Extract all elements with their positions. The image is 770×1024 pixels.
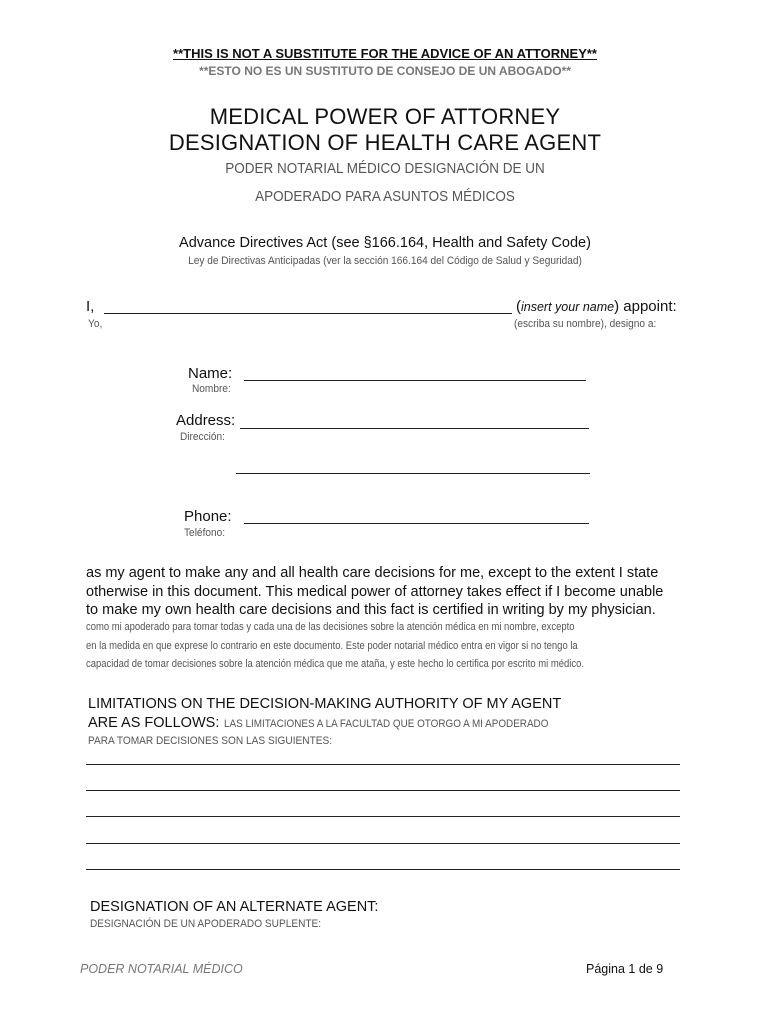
agent-paragraph-en-line: as my agent to make any and all health care decisions for me, except to the extent I state bbox=[86, 565, 659, 581]
limitations-line-2[interactable] bbox=[86, 790, 680, 791]
agent-paragraph-es-line: capacidad de tomar decisiones sobre la atención médica que me ataña, y este hecho lo certifica por escrito mi médico. bbox=[86, 658, 584, 670]
address-label: Address: bbox=[176, 412, 236, 429]
insert-name-hint: insert your name bbox=[521, 300, 615, 314]
yo-label: Yo, bbox=[88, 318, 103, 330]
agent-paragraph-en bbox=[86, 564, 686, 620]
name-label-es: Nombre: bbox=[192, 383, 231, 395]
principal-name-field[interactable] bbox=[104, 313, 512, 314]
footer-document-name: PODER NOTARIAL MÉDICO bbox=[80, 962, 243, 976]
agent-address-field-1[interactable] bbox=[240, 428, 589, 429]
disclaimer-en: **THIS IS NOT A SUBSTITUTE FOR THE ADVICE OF AN ATTORNEY** bbox=[173, 46, 597, 61]
disclaimer-es: **ESTO NO ES UN SUSTITUTO DE CONSEJO DE UN ABOGADO** bbox=[199, 64, 571, 78]
appoint-word: appoint: bbox=[623, 298, 677, 315]
appoint-hint-es: (escriba su nombre), designo a: bbox=[514, 318, 657, 330]
paren-close: ) bbox=[614, 298, 620, 315]
act-reference-en: Advance Directives Act (see §166.164, Health and Safety Code) bbox=[179, 235, 591, 251]
act-reference-es: Ley de Directivas Anticipadas (ver la sección 166.164 del Código de Salud y Seguridad) bbox=[188, 255, 582, 267]
footer-page-number: Página 1 de 9 bbox=[586, 962, 664, 976]
document-title-es-line2: APODERADO PARA ASUNTOS MÉDICOS bbox=[255, 188, 515, 205]
agent-phone-field[interactable] bbox=[244, 523, 589, 524]
limitations-heading-en: ARE AS FOLLOWS: bbox=[88, 715, 220, 731]
name-label: Name: bbox=[188, 365, 233, 382]
phone-label: Phone: bbox=[184, 508, 232, 525]
document-title-es-line1: PODER NOTARIAL MÉDICO DESIGNACIÓN DE UN bbox=[225, 160, 545, 177]
alternate-agent-heading: DESIGNATION OF AN ALTERNATE AGENT: bbox=[90, 899, 379, 915]
agent-paragraph-es-line: en la medida en que exprese lo contrario en este documento. Este poder notarial médico entra en vigor si no tengo la bbox=[86, 639, 578, 652]
agent-paragraph-es bbox=[86, 618, 584, 674]
appoint-hint bbox=[516, 298, 677, 315]
limitations-heading-es: LAS LIMITACIONES A LA FACULTAD QUE OTORGO A MI APODERADO bbox=[223, 718, 549, 730]
limitations-heading-line2 bbox=[88, 714, 584, 732]
limitations-line-3[interactable] bbox=[86, 816, 680, 817]
limitations-line-5[interactable] bbox=[86, 869, 680, 870]
limitations-line-1[interactable] bbox=[86, 764, 680, 765]
paren-open: ( bbox=[516, 298, 521, 315]
i-label: I, bbox=[86, 298, 95, 315]
agent-address-field-2[interactable] bbox=[236, 473, 590, 474]
phone-label-es: Teléfono: bbox=[184, 527, 226, 539]
limitations-heading-line1: LIMITATIONS ON THE DECISION-MAKING AUTHORITY OF MY AGENT bbox=[88, 696, 562, 712]
limitations-line-4[interactable] bbox=[86, 843, 680, 844]
limitations-heading-es-line2: PARA TOMAR DECISIONES SON LAS SIGUIENTES: bbox=[88, 735, 333, 747]
agent-paragraph-es-line: como mi apoderado para tomar todas y cada una de las decisiones sobre la atención médica en mi nombre, excepto bbox=[86, 621, 575, 633]
agent-paragraph-en-line: otherwise in this document. This medical power of attorney takes effect if I become unable bbox=[86, 583, 664, 600]
agent-paragraph-en-line: to make my own health care decisions and this fact is certified in writing by my physician. bbox=[86, 602, 656, 618]
agent-name-field[interactable] bbox=[244, 380, 586, 381]
address-label-es: Dirección: bbox=[180, 431, 225, 443]
document-title-line1: MEDICAL POWER OF ATTORNEY bbox=[209, 104, 561, 129]
alternate-agent-heading-es: DESIGNACIÓN DE UN APODERADO SUPLENTE: bbox=[90, 918, 322, 930]
document-title-line2: DESIGNATION OF HEALTH CARE AGENT bbox=[168, 130, 602, 155]
